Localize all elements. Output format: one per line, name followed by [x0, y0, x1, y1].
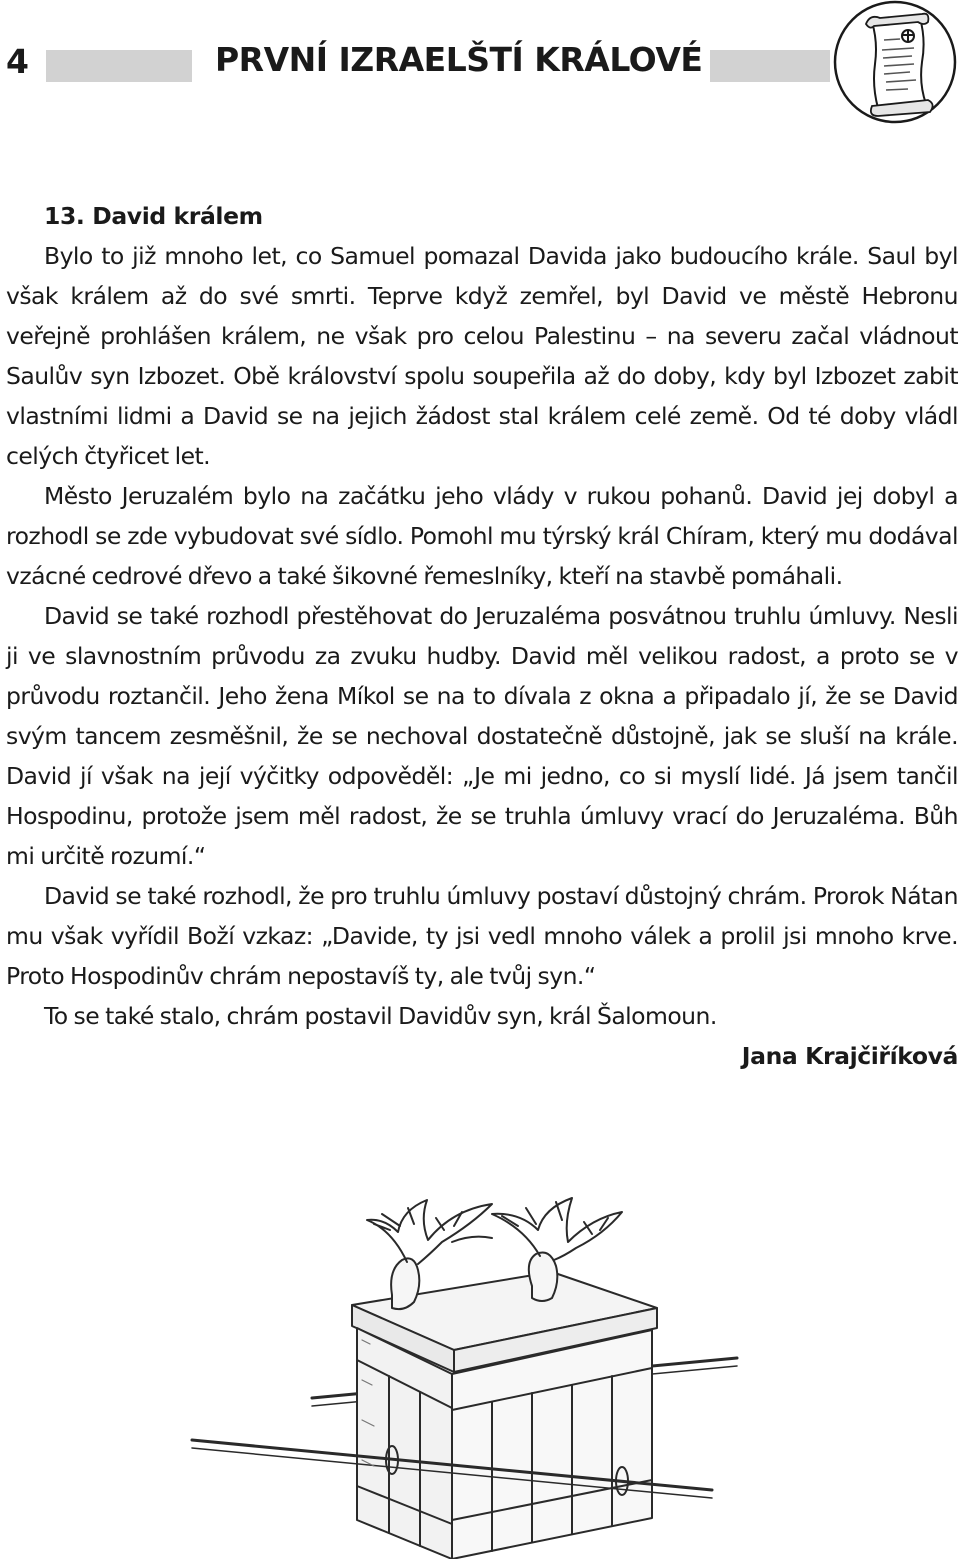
author-name: Jana Krajčiříková [741, 1042, 958, 1070]
header-rule-left [46, 50, 192, 82]
page-header [0, 0, 960, 130]
scroll-icon [830, 0, 960, 126]
header-rule-right [710, 50, 830, 82]
page-number: 4 [6, 42, 29, 81]
paragraph: David se také rozhodl, že pro truhlu úmluvy postaví důstojný chrám. Prorok Nátan mu však vyřídil Boží vzkaz: „Davide, ty jsi vedl mnoho válek a prolil jsi mnoho krve. Proto Hospodinův chrám nepostavíš ty, ale tvůj syn.“ [6, 882, 958, 990]
paragraph: Bylo to již mnoho let, co Samuel pomazal Davida jako budoucího krále. Saul byl však králem až do své smrti. Teprve když zemřel, byl David ve městě Hebronu veřejně prohlášen králem, ne však pro celou Palestinu – na severu začal vládnout Saulův syn Izbozet. Obě království spolu soupeřila až do doby, kdy byl Izbozet zabit vlastními lidmi a David se na jejich žádost stal králem celé země. Od té doby vládl celých čtyřicet let. [6, 242, 958, 470]
chapter-title: PRVNÍ IZRAELŠTÍ KRÁLOVÉ [215, 40, 703, 79]
article-heading: 13. David králem [44, 202, 263, 230]
paragraph: To se také stalo, chrám postavil Davidův syn, král Šalomoun. [44, 1002, 717, 1030]
paragraph: David se také rozhodl přestěhovat do Jeruzaléma posvátnou truhlu úmluvy. Nesli ji ve slavnostním průvodu za zvuku hudby. David měl velikou radost, a proto se v průvodu roztančil. Jeho žena Míkol se na to dívala z okna a připadalo jí, že se David svým tancem zesměšnil, že se nechoval dostatečně důstojně, jak se sluší na krále. David jí však na její výčitky odpověděl: „Je mi jedno, co si myslí lidé. Já jsem tančil Hospodinu, protože jsem měl radost, že se truhla úmluvy vrací do Jeruzaléma. Bůh mi určitě rozumí.“ [6, 602, 958, 870]
article [6, 196, 958, 1076]
paragraph: Město Jeruzalém bylo na začátku jeho vlády v rukou pohanů. David jej dobyl a rozhodl se zde vybudovat své sídlo. Pomohl mu týrský král Chíram, který mu dodával vzácné cedrové dřevo a také šikovné řemeslníky, kteří na stavbě pomáhali. [6, 482, 958, 590]
ark-of-the-covenant-illustration [152, 1190, 752, 1559]
